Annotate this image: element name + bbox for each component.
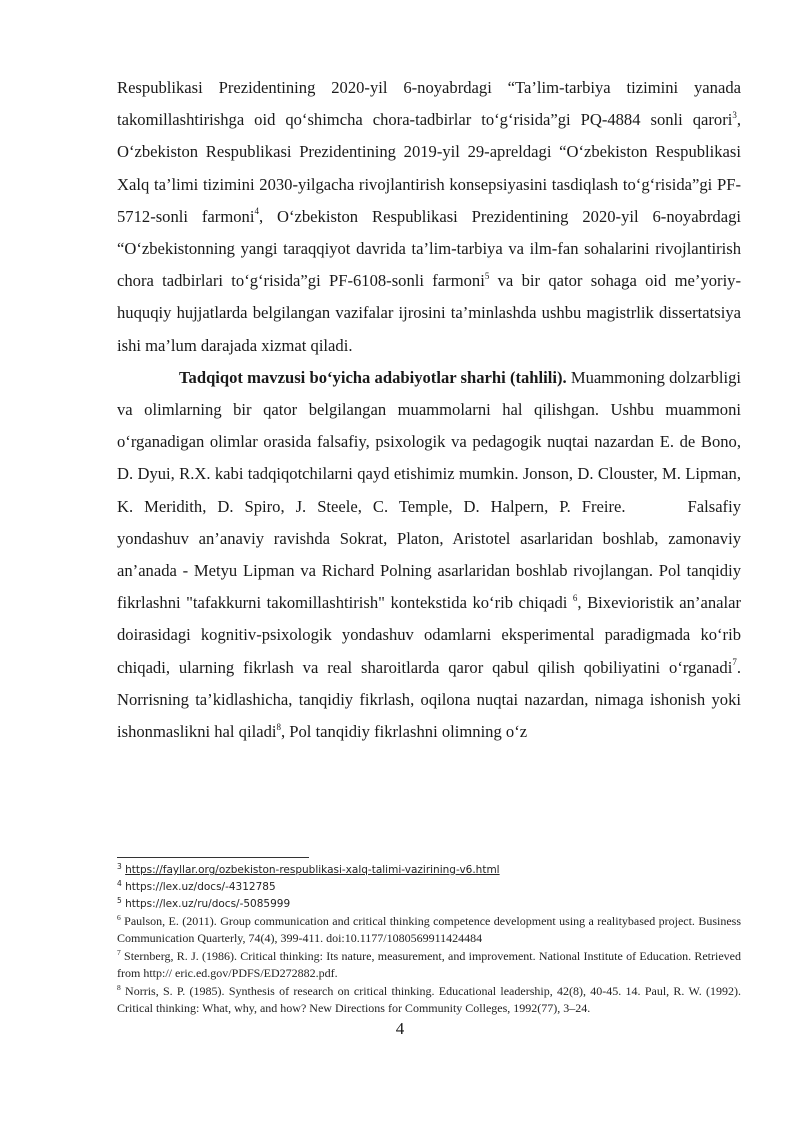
paragraph-text: Respublikasi Prezidentining 2020-yil 6-noyabrdagi “Ta’lim-tarbiya tizimini yanada takomillashtirishga oid qo‘shimcha chora-tadbirlar to‘g‘risida”gi PQ-4884 sonli qarori [117,78,741,130]
footnotes [117,862,741,1017]
footnote-link[interactable]: https://lex.uz/ru/docs/-5085999 [125,898,291,910]
paragraph-text: Muammoning dolzarbligi va olimlarning bir qator belgilangan muammolarni hal qilishgan. Ushbu muammoni o‘rganadigan olimlar orasida falsafiy, psixologik va pedagogik nuqtai nazardan E. de Bono, D. Dyui, R.X. kabi tadqiqotchilarni qayd etishimiz mumkin. Jonson, D. Clouster, M. Lipman, K. Meridith, D. Spiro, J. Steele, C. Temple, D. Halpern, P. Freire. [117,367,741,516]
paragraph-text: va bir qator sohaga oid me’yoriy-huquqiy hujjatlarda belgilangan vazifalar ijrosini ta’minlashda ushbu magistrlik dissertatsiya ishi ma’lum darajada xizmat qiladi. [117,271,742,355]
paragraph-text: , O‘zbekiston Respublikasi Prezidentining 2020-yil 6-noyabrdagi “O‘zbekistonning yangi taraqqiyot davrida ta’lim-tarbiya va ilm-fan sohalarini rivojlantirish chora tadbirlari to‘g‘risida”gi PF-6108-sonli farmoni [117,206,741,291]
paragraph-legal-documents [117,72,741,362]
footnote-3: $^3$ https://fayllar.org/ozbekiston-respublikasi-xalq-talimi-vazirining-v6.html [117,861,500,876]
footnote-ref[interactable]: 3 [732,109,737,120]
footnote-ref[interactable]: 8 [276,721,281,732]
footnote-ref[interactable]: 7 [732,657,737,668]
paragraph-literature-review [117,362,741,748]
paragraph-text: , Bixevioristik an’analar doirasidagi kognitiv-psixologik yondashuv odamlarni eksperimental paradigmada ko‘rib chiqadi, ularning fikrlash va real sharoitlarda qaror qabul qilish qobiliyatini o‘rganadi [117,593,741,677]
paragraph-text: , O‘zbekiston Respublikasi Prezidentining 2019-yil 29-apreldagi “O‘zbekiston Respublikasi Xalq ta’limi tizimini 2030-yilgacha rivojlantirish konsepsiyasini tasdiqlash to‘g‘risida”gi PF-5712-sonli farmoni [117,110,741,226]
footnote-ref[interactable]: 6 [572,592,578,603]
footnote-ref[interactable]: 5 [484,270,490,281]
footnote-link[interactable]: https://lex.uz/docs/-4312785 [125,881,276,893]
paragraph-text: . Norrisning ta’kidlashicha, tanqidiy fikrlash, oqilona nuqtai nazardan, nimaga ishonish yoki ishonmaslikni hal qiladi [117,657,741,742]
body-text [117,72,741,748]
footnote-link[interactable]: https://fayllar.org/ozbekiston-respublikasi-xalq-talimi-vazirining-v6.html [125,864,500,876]
page-number: 4 [395,1019,405,1038]
paragraph-text: Falsafiy yondashuv an’anaviy ravishda Sokrat, Platon, Aristotel asarlaridan boshlab, zamonaviy an’anada - Metyu Lipman va Richard Polning asarlaridan boshlab rivojlangan. Pol tanqidiy fikrlashni "tafakkurni takomillashtirish" kontekstida ko‘rib chiqadi [117,496,741,613]
footnote-6: $^6$ Paulson, E. (2011). Group communication and critical thinking competence development using a realitybased project. Business Communication Quarterly, 74(4), 399-411. doi:10.1177/1080569911424484 [117,913,741,946]
footnote-4: $^4$ https://lex.uz/docs/-4312785 [117,878,276,893]
footnote-8: $^8$ Norris, S. P. (1985). Synthesis of research on critical thinking. Educational leadership, 42(8), 40-45. 14. Paul, R. W. (1992). Critical thinking: What, why, and how? New Directions for Community Colleges, 1992(77), 3–24. [117,982,741,1016]
footnote-7: $^7$ Sternberg, R. J. (1986). Critical thinking: Its nature, measurement, and improvement. National Institute of Education. Retrieved from http:// eric.ed.gov/PDFS/ED272882.pdf. [117,947,742,981]
paragraph-text: , Pol tanqidiy fikrlashni olimning o‘z [280,722,528,742]
footnote-5: $^5$ https://lex.uz/ru/docs/-5085999 [117,895,291,910]
footnote-text: Norris, S. P. (1985). Synthesis of research on critical thinking. Educational leadership, 42(8), 40-45. 14. Paul, R. W. (1992). Critical thinking: What, why, and how? New Directions for Community Colleges, 1992(77), 3–24. [117,983,741,1016]
section-heading: Tadqiqot mavzusi bo‘yicha adabiyotlar sharhi (tahlili). [179,367,567,387]
footnote-text: Sternberg, R. J. (1986). Critical thinking: Its nature, measurement, and improvement. National Institute of Education. Retrieved from http:// eric.ed.gov/PDFS/ED272882.pdf. [117,948,742,981]
footnote-text: Paulson, E. (2011). Group communication and critical thinking competence development using a realitybased project. Business Communication Quarterly, 74(4), 399-411. doi:10.1177/1080569911424484 [117,914,741,946]
footnote-divider [117,857,309,858]
footnote-ref[interactable]: 4 [254,206,259,217]
